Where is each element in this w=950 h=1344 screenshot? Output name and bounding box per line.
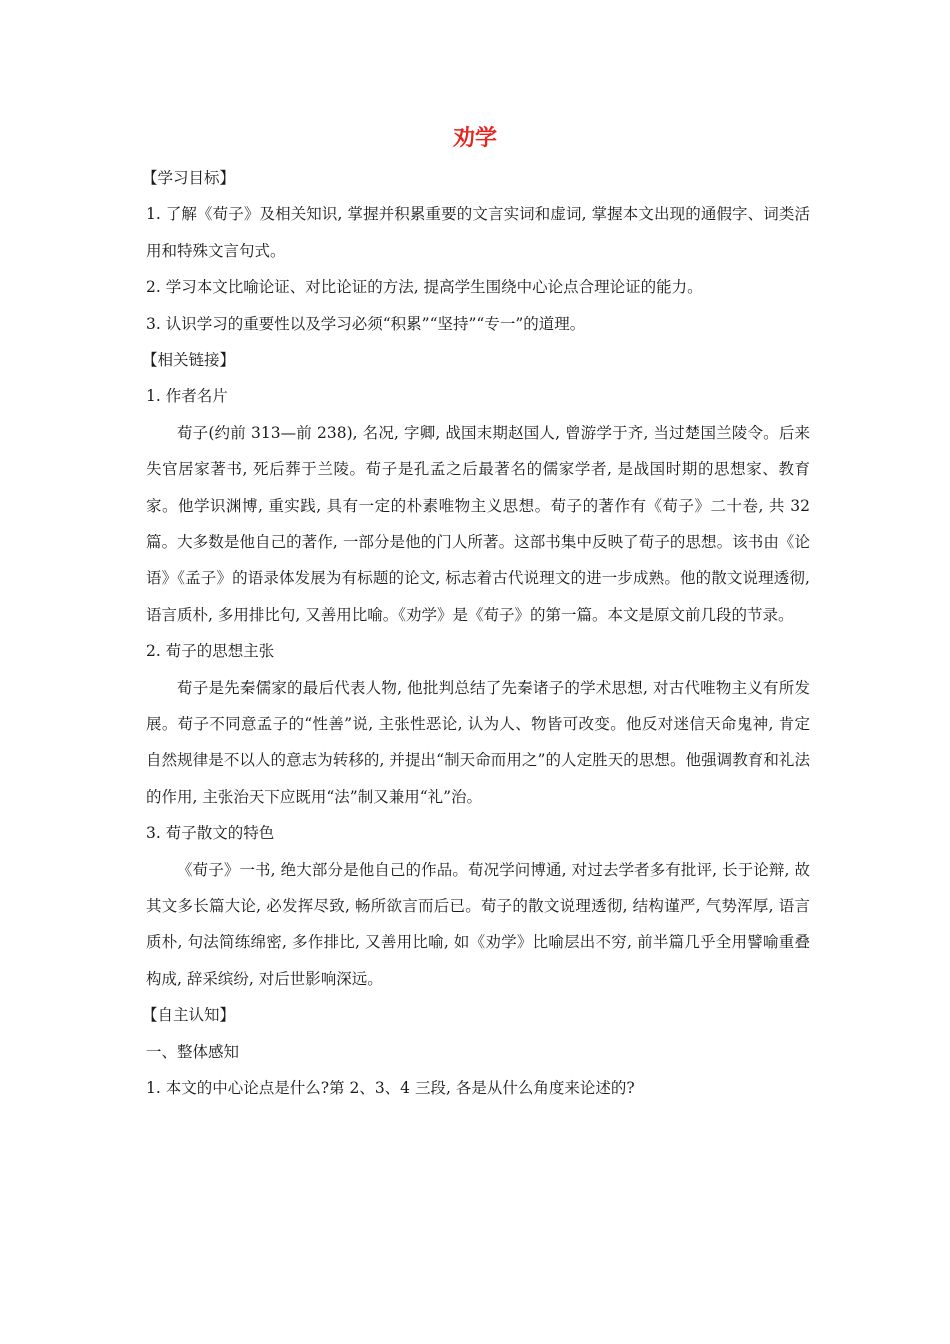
goal-item-2: 2. 学习本文比喻论证、对比论证的方法, 提高学生围绕中心论点合理论证的能力。	[146, 278, 703, 297]
page-title: 劝学	[452, 125, 497, 151]
section-heading-goals: 【学习目标】	[142, 169, 236, 187]
link-title-author: 1. 作者名片	[146, 387, 228, 406]
section-heading-links: 【相关链接】	[142, 350, 236, 369]
part-title-overall: 一、整体感知	[146, 1042, 240, 1061]
link-body-thought: 荀子是先秦儒家的最后代表人物, 他批判总结了先秦诸子的学术思想, 对古代唯物主义有所发展。荀子不同意孟子的“性善”说, 主张性恶论, 认为人、物皆可改变。他反对迷信天命鬼神, 肯定自然规律是不以人的意志为转移的, 并提出“制天命而用之”的人定胜天的思想。他强调教育和礼法的作用, 主张治天下应既用“法”制又兼用“礼”治。	[146, 678, 810, 806]
question-1: 1. 本文的中心论点是什么?第 2、3、4 三段, 各是从什么角度来论述的?	[146, 1079, 635, 1098]
link-body-author: 荀子(约前 313—前 238), 名况, 字卿, 战国末期赵国人, 曾游学于齐, 当过楚国兰陵令。后来失官居家著书, 死后葬于兰陵。荀子是孔孟之后最著名的儒家学者, 是战国时期的思想家、教育家。他学识渊博, 重实践, 具有一定的朴素唯物主义思想。荀子的著作有《荀子》二十卷, 共 32 篇。大多数是他自己的著作, 一部分是他的门人所著。这部书集中反映了荀子的思想。该书由《论语》《孟子》的语录体发展为有标题的论文, 标志着古代说理文的进一步成熟。他的散文说理透彻, 语言质朴, 多用排比句, 又善用比喻。《劝学》是《荀子》的第一篇。本文是原文前几段的节录。	[146, 423, 810, 624]
section-heading-self: 【自主认知】	[142, 1006, 236, 1025]
link-body-prose: 《荀子》一书, 绝大部分是他自己的作品。荀况学问博通, 对过去学者多有批评, 长于论辩, 故其文多长篇大论, 必发挥尽致, 畅所欲言而后已。荀子的散文说理透彻, 结构谨严, 气势浑厚, 语言质朴, 句法简练绵密, 多作排比, 又善用比喻, 如《劝学》比喻层出不穷, 前半篇几乎全用譬喻重叠构成, 辞采缤纷, 对后世影响深远。	[146, 860, 810, 988]
link-title-thought: 2. 荀子的思想主张	[146, 642, 275, 661]
link-title-prose: 3. 荀子散文的特色	[146, 824, 275, 843]
document-body	[142, 160, 810, 1106]
goal-item-3: 3. 认识学习的重要性以及学习必须“积累”“坚持”“专一”的道理。	[146, 314, 586, 333]
goal-item-1: 1. 了解《荀子》及相关知识, 掌握并积累重要的文言实词和虚词, 掌握本文出现的通假字、词类活用和特殊文言句式。	[146, 205, 810, 260]
